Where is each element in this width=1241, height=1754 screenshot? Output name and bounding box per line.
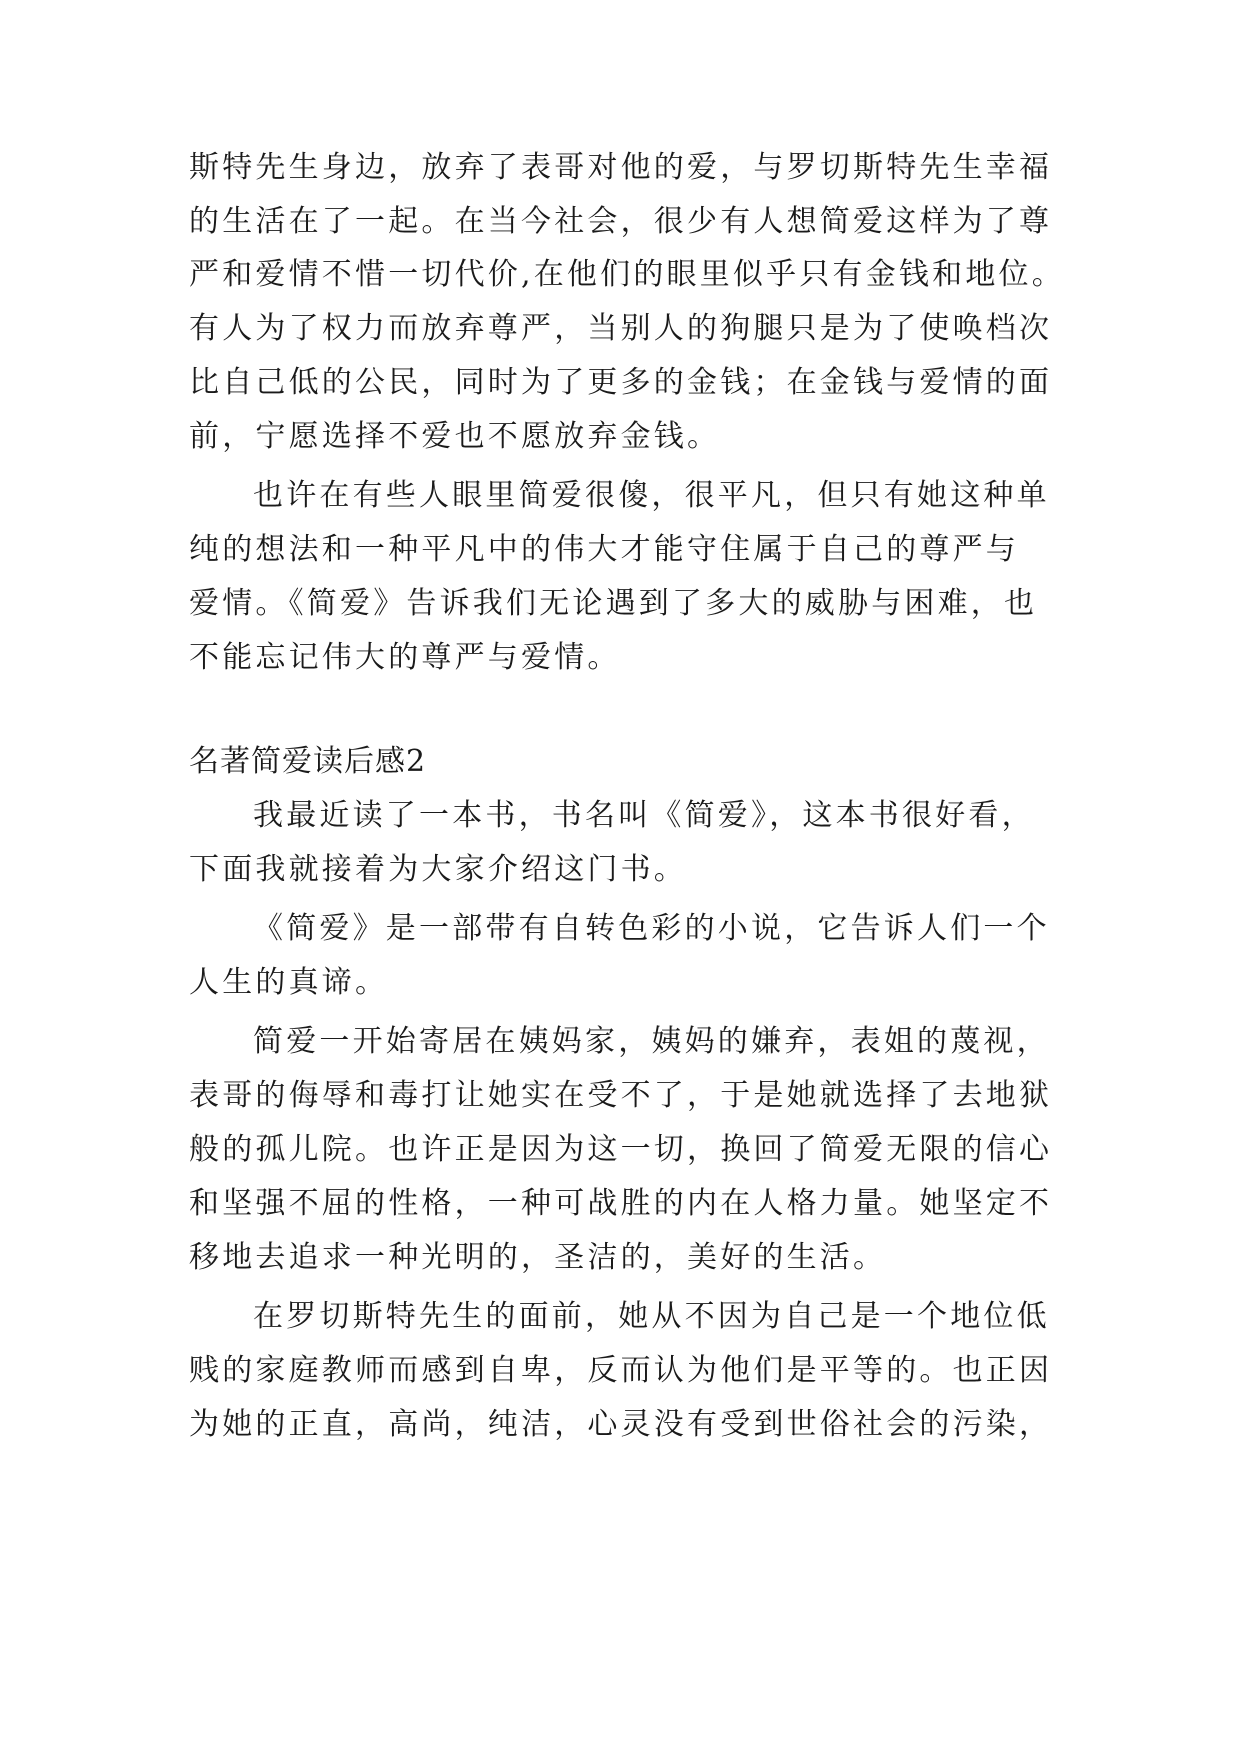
- text-line: 也许在有些人眼里简爱很傻，很平凡，但只有她这种单: [253, 478, 1050, 513]
- text-line: 移地去追求一种光明的，圣洁的，美好的生活。: [189, 1240, 887, 1275]
- text-line: 比自己低的公民，同时为了更多的金钱；在金钱与爱情的面: [189, 365, 1053, 400]
- text-line: 下面我就接着为大家介绍这门书。: [189, 852, 687, 887]
- text-line: 为她的正直，高尚，纯洁，心灵没有受到世俗社会的污染，: [189, 1407, 1053, 1442]
- text-line: 在罗切斯特先生的面前，她从不因为自己是一个地位低: [253, 1299, 1050, 1334]
- text-line: 纯的想法和一种平凡中的伟大才能守住属于自己的尊严与: [189, 532, 1019, 567]
- section-title: 名著简爱读后感2: [189, 744, 427, 779]
- text-line: 人生的真谛。: [189, 965, 389, 1000]
- text-line: 和坚强不屈的性格，一种可战胜的内在人格力量。她坚定不: [189, 1186, 1053, 1221]
- text-line: 表哥的侮辱和毒打让她实在受不了，于是她就选择了去地狱: [189, 1078, 1053, 1113]
- text-line: 《简爱》是一部带有自转色彩的小说，它告诉人们一个: [253, 911, 1050, 946]
- text-line: 严和爱情不惜一切代价,在他们的眼里似乎只有金钱和地位。: [189, 257, 1065, 292]
- text-line: 贱的家庭教师而感到自卑，反而认为他们是平等的。也正因: [189, 1353, 1053, 1388]
- text-line: 前，宁愿选择不爱也不愿放弃金钱。: [189, 419, 721, 454]
- text-line: 我最近读了一本书，书名叫《简爱》，这本书很好看，: [253, 798, 1035, 833]
- text-line: 爱情。《简爱》告诉我们无论遇到了多大的威胁与困难，也: [189, 586, 1038, 621]
- text-line: 般的孤儿院。也许正是因为这一切，换回了简爱无限的信心: [189, 1132, 1053, 1167]
- text-line: 有人为了权力而放弃尊严，当别人的狗腿只是为了使唤档次: [189, 311, 1053, 346]
- text-line: 简爱一开始寄居在姨妈家，姨妈的嫌弃，表姐的蔑视，: [253, 1024, 1050, 1059]
- text-line: 斯特先生身边，放弃了表哥对他的爱，与罗切斯特先生幸福: [189, 150, 1053, 185]
- text-line: 的生活在了一起。在当今社会，很少有人想简爱这样为了尊: [189, 204, 1053, 239]
- text-line: 不能忘记伟大的尊严与爱情。: [189, 640, 621, 675]
